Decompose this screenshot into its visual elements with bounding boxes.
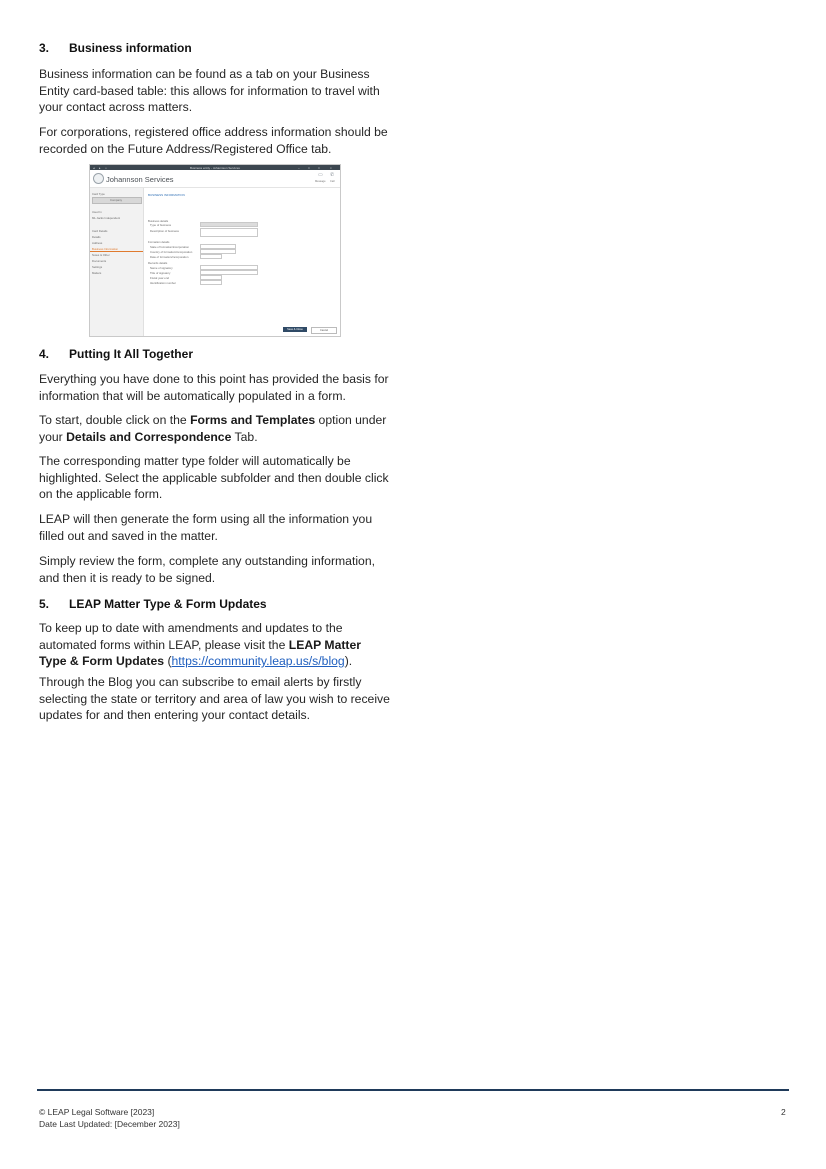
page-number: 2 <box>781 1107 786 1117</box>
footer-copyright: © LEAP Legal Software [2023] <box>39 1107 155 1117</box>
field-label: Type of business <box>150 223 171 227</box>
call-label: Call <box>330 180 335 183</box>
sidebar-item-address: Address <box>92 241 103 245</box>
field-label: Date of formation/incorporation <box>150 255 189 259</box>
paragraph: Through the Blog you can subscribe to email alerts by firstly selecting the state or territory and area of law you wish to receive updates for and then entering your contact details. <box>39 675 390 723</box>
type-of-business-field <box>200 222 258 227</box>
section-4-heading <box>39 347 193 361</box>
section-number: 3. <box>39 41 50 55</box>
group-label: Records details <box>148 261 168 265</box>
paragraph: Business information can be found as a tab on your Business Entity card-based table: this allows for information to travel with your contact across matters. <box>39 67 380 115</box>
sidebar-item-settings: Settings <box>92 265 103 269</box>
field-label: Country of formation/incorporation <box>150 250 193 254</box>
field-label: Description of business <box>150 229 179 233</box>
text: option under your <box>39 413 387 444</box>
card-type-value: Company <box>110 198 122 202</box>
sidebar-item-notes: Notes & Other <box>92 253 110 257</box>
card-header <box>90 170 340 188</box>
text: To start, double click on the <box>39 413 187 427</box>
save-close-button: Save & Close <box>283 327 307 332</box>
section-number: 5. <box>39 597 50 611</box>
back-icon: ◂ <box>93 166 95 170</box>
field-label: Identification number <box>150 281 176 285</box>
text: Tab. <box>234 429 258 444</box>
close-icon: × <box>330 166 332 170</box>
blog-link[interactable]: https://community.leap.us/s/blog <box>171 654 345 669</box>
emphasis: Details and Correspondence <box>66 429 232 444</box>
text: ). <box>344 654 353 669</box>
sidebar-item-business-information: Business Information <box>92 247 119 251</box>
field-label: State of formation/incorporation <box>150 245 190 249</box>
sidebar-item-details: Details <box>92 235 101 239</box>
home-icon: ⌂ <box>105 166 107 170</box>
card-main <box>144 188 340 336</box>
group-label: Business details <box>148 219 169 223</box>
maximize-icon: □ <box>318 166 320 170</box>
section-5-heading <box>39 597 267 611</box>
paragraph <box>39 412 391 445</box>
section-3-heading <box>39 41 192 55</box>
section-title: Business information <box>69 41 192 55</box>
section-title: LEAP Matter Type & Form Updates <box>69 597 267 611</box>
sidebar-item-card-details: Card Details <box>92 229 108 233</box>
used-in-value: ML Jacks Independent <box>92 216 121 220</box>
sidebar-item-documents: Documents <box>92 259 107 263</box>
paragraph: Simply review the form, complete any outstanding information, and then it is ready to be signed. <box>39 554 375 585</box>
forward-icon: ▸ <box>99 166 101 170</box>
emphasis: LEAP Matter Type & Form Updates <box>39 637 362 669</box>
emphasis: Forms and Templates <box>190 413 316 427</box>
field-label: Name of signatory <box>150 266 173 270</box>
window-title: Business entity - Johannson Services <box>190 166 240 170</box>
sidebar-item-matters: Matters <box>92 271 102 275</box>
message-label: Message <box>315 180 326 183</box>
text: To keep up to date with amendments and updates to the automated forms within LEAP, please visit the <box>39 621 343 652</box>
text: ( <box>167 654 172 669</box>
avatar <box>93 173 104 184</box>
paragraph: The corresponding matter type folder will automatically be highlighted. Select the applicable subfolder and then double click on the applicable form. <box>39 454 389 502</box>
cancel-button: Cancel <box>311 327 337 334</box>
date-field <box>200 254 222 259</box>
paragraph: Everything you have done to this point has provided the basis for information that will be automatically populated in a form. <box>39 372 389 403</box>
paragraph <box>39 620 391 670</box>
active-indicator <box>90 251 143 252</box>
restore-icon: □ <box>308 166 310 170</box>
paragraph: For corporations, registered office address information should be recorded on the Future Address/Registered Office tab. <box>39 125 388 156</box>
card-name: Johannson Services <box>106 175 174 184</box>
field-label: Title of signatory <box>150 271 171 275</box>
description-field <box>200 228 258 237</box>
identification-field <box>200 280 222 285</box>
section-title: BUSINESS INFORMATION <box>148 193 185 197</box>
footer-rule <box>37 1089 789 1091</box>
footer-date: Date Last Updated: [December 2023] <box>39 1119 180 1129</box>
paragraph: LEAP will then generate the form using all the information you filled out and saved in the matter. <box>39 512 373 543</box>
card-sidebar <box>90 188 144 336</box>
business-entity-screenshot <box>89 164 341 337</box>
section-title: Putting It All Together <box>69 347 193 361</box>
section-number: 4. <box>39 347 50 361</box>
used-in-label: Used In <box>92 210 102 214</box>
group-label: Formation details <box>148 240 170 244</box>
field-label: Fiscal year end <box>150 276 169 280</box>
card-type-label: Card Type <box>92 192 105 196</box>
call-icon: ✆ <box>330 172 335 178</box>
message-icon: ▭ <box>318 172 323 178</box>
minimize-icon: – <box>298 166 300 170</box>
